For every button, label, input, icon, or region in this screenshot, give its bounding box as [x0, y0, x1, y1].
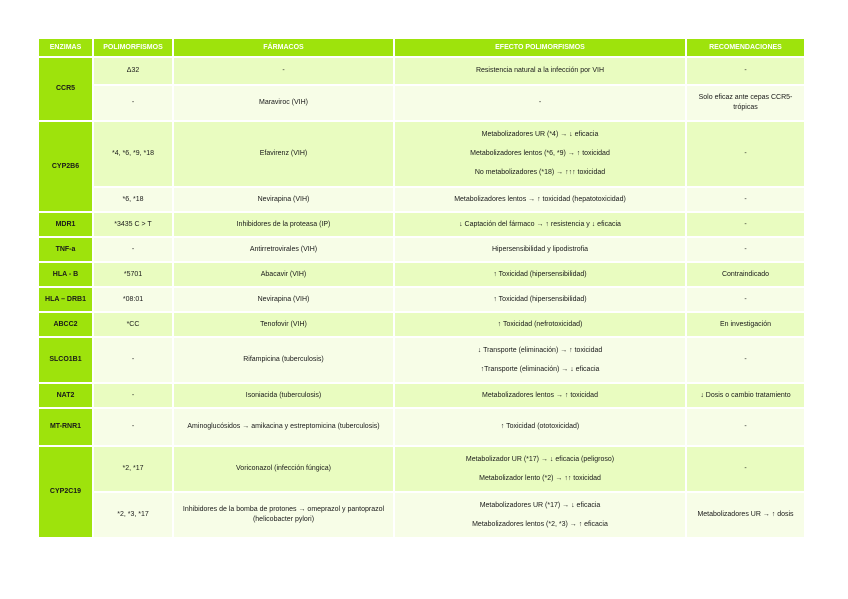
effect-line: Metabolizadores lentos → ↑ toxicidad	[482, 391, 598, 399]
recommendation-cell: -	[687, 213, 804, 236]
effect-cell	[395, 288, 685, 311]
recommendation-cell: -	[687, 58, 804, 84]
polymorphism-cell: Δ32	[94, 58, 172, 84]
drug-cell: Maraviroc (VIH)	[174, 86, 393, 120]
effect-line: Metabolizadores UR (*17) → ↓ eficacia	[479, 501, 601, 509]
table-row	[39, 493, 804, 537]
enzyme-cell: MT-RNR1	[39, 409, 92, 445]
effect-cell	[395, 313, 685, 336]
table-row	[39, 288, 804, 311]
effect-cell	[395, 122, 685, 186]
drug-cell: Abacavir (VIH)	[174, 263, 393, 286]
recommendation-cell: -	[687, 288, 804, 311]
effect-line: Metabolizadores lentos (*6, *9) → ↑ toxicidad	[470, 150, 610, 157]
effect-line: ↓ Transporte (eliminación) → ↑ toxicidad	[477, 346, 603, 354]
header-farmacos: FÁRMACOS	[174, 39, 393, 56]
drug-cell: Antirretrovirales (VIH)	[174, 238, 393, 261]
effect-line: ↑Transporte (eliminación) → ↓ eficacia	[480, 365, 600, 373]
effect-cell	[395, 238, 685, 261]
table-row	[39, 338, 804, 382]
polymorphism-cell: *4, *6, *9, *18	[94, 122, 172, 186]
recommendation-cell: Metabolizadores UR → ↑ dosis	[687, 493, 804, 537]
drug-cell: Voriconazol (infección fúngica)	[174, 447, 393, 491]
recommendation-cell: Solo eficaz ante cepas CCR5-trópicas	[687, 86, 804, 120]
enzyme-cell: HLA – DRB1	[39, 288, 92, 311]
effect-line: Resistencia natural a la infección por VIH	[475, 67, 604, 74]
effect-cell	[395, 447, 685, 491]
table-row	[39, 86, 804, 120]
enzyme-cell: SLCO1B1	[39, 338, 92, 382]
polymorphism-cell: -	[94, 384, 172, 407]
table-row	[39, 447, 804, 491]
drug-cell: -	[174, 58, 393, 84]
header-enzimas: ENZIMAS	[39, 39, 92, 56]
polymorphism-cell: *5701	[94, 263, 172, 286]
enzyme-cell: CYP2B6	[39, 122, 92, 211]
enzyme-cell: CYP2C19	[39, 447, 92, 537]
effect-cell	[395, 188, 685, 211]
recommendation-cell: -	[687, 447, 804, 491]
effect-line: No metabolizadores (*18) → ↑↑↑ toxicidad	[474, 169, 606, 176]
polymorphism-cell: -	[94, 338, 172, 382]
polymorphism-cell: *3435 C > T	[94, 213, 172, 236]
table-row	[39, 409, 804, 445]
header-efecto: EFECTO POLIMORFISMOS	[395, 39, 685, 56]
header-row	[39, 39, 804, 56]
enzyme-cell: CCR5	[39, 58, 92, 120]
drug-cell: Isoniacida (tuberculosis)	[174, 384, 393, 407]
recommendation-cell: -	[687, 188, 804, 211]
table-row	[39, 213, 804, 236]
effect-cell	[395, 58, 685, 84]
table-row	[39, 263, 804, 286]
effect-cell	[395, 213, 685, 236]
effect-line: Metabolizadores UR (*4) → ↓ eficacia	[481, 131, 599, 138]
effect-line: Metabolizadores lentos (*2, *3) → ↑ eficacia	[472, 520, 608, 528]
effect-line: -	[538, 99, 542, 106]
recommendation-cell: Contraindicado	[687, 263, 804, 286]
header-polimorfismos: POLIMORFISMOS	[94, 39, 172, 56]
polymorphism-cell: -	[94, 238, 172, 261]
effect-line: Hipersensibilidad y lipodistrofia	[491, 245, 589, 253]
table-row	[39, 384, 804, 407]
effect-line: ↑ Toxicidad (hipersensibilidad)	[493, 295, 587, 303]
table-row	[39, 122, 804, 186]
effect-cell	[395, 338, 685, 382]
table-row	[39, 58, 804, 84]
enzyme-cell: ABCC2	[39, 313, 92, 336]
effect-line: Metabolizador lento (*2) → ↑↑ toxicidad	[479, 474, 601, 482]
polymorphism-cell: *08:01	[94, 288, 172, 311]
effect-cell	[395, 86, 685, 120]
drug-cell: Efavirenz (VIH)	[174, 122, 393, 186]
effect-cell	[395, 409, 685, 445]
effect-cell	[395, 384, 685, 407]
effect-cell	[395, 263, 685, 286]
effect-cell	[395, 493, 685, 537]
drug-cell: Aminoglucósidos → amikacina y estreptomicina (tuberculosis)	[174, 409, 393, 445]
recommendation-cell: -	[687, 238, 804, 261]
drug-cell: Rifampicina (tuberculosis)	[174, 338, 393, 382]
recommendation-cell: -	[687, 338, 804, 382]
recommendation-cell: ↓ Dosis o cambio tratamiento	[687, 384, 804, 407]
effect-line: Metabolizadores lentos → ↑ toxicidad (hepatotoxicidad)	[454, 195, 626, 203]
recommendation-cell: -	[687, 409, 804, 445]
drug-cell: Inhibidores de la proteasa (IP)	[174, 213, 393, 236]
effect-line: Metabolizador UR (*17) → ↓ eficacia (peligroso)	[465, 455, 615, 463]
drug-cell: Nevirapina (VIH)	[174, 288, 393, 311]
enzyme-cell: MDR1	[39, 213, 92, 236]
effect-line: ↑ Toxicidad (hipersensibilidad)	[493, 270, 587, 278]
polymorphism-cell: *6, *18	[94, 188, 172, 211]
header-recomendaciones: RECOMENDACIONES	[687, 39, 804, 56]
enzyme-cell: HLA - B	[39, 263, 92, 286]
polymorphism-cell: *2, *3, *17	[94, 493, 172, 537]
enzyme-cell: NAT2	[39, 384, 92, 407]
polymorphism-cell: *CC	[94, 313, 172, 336]
polymorphism-cell: -	[94, 409, 172, 445]
pharmacogenomics-table	[37, 37, 806, 539]
table-row	[39, 313, 804, 336]
polymorphism-cell: -	[94, 86, 172, 120]
effect-line: ↓ Captación del fármaco → ↑ resistencia y ↓ eficacia	[459, 220, 621, 228]
table-row	[39, 188, 804, 211]
drug-cell: Nevirapina (VIH)	[174, 188, 393, 211]
effect-line: ↑ Toxicidad (nefrotoxicidad)	[497, 320, 583, 328]
enzyme-cell: TNF-a	[39, 238, 92, 261]
recommendation-cell: En investigación	[687, 313, 804, 336]
recommendation-cell: -	[687, 122, 804, 186]
drug-cell: Inhibidores de la bomba de protones → omeprazol y pantoprazol (helicobacter pylori)	[174, 493, 393, 537]
drug-cell: Tenofovir (VIH)	[174, 313, 393, 336]
polymorphism-cell: *2, *17	[94, 447, 172, 491]
effect-line: ↑ Toxicidad (ototoxicidad)	[500, 423, 580, 430]
table-row	[39, 238, 804, 261]
